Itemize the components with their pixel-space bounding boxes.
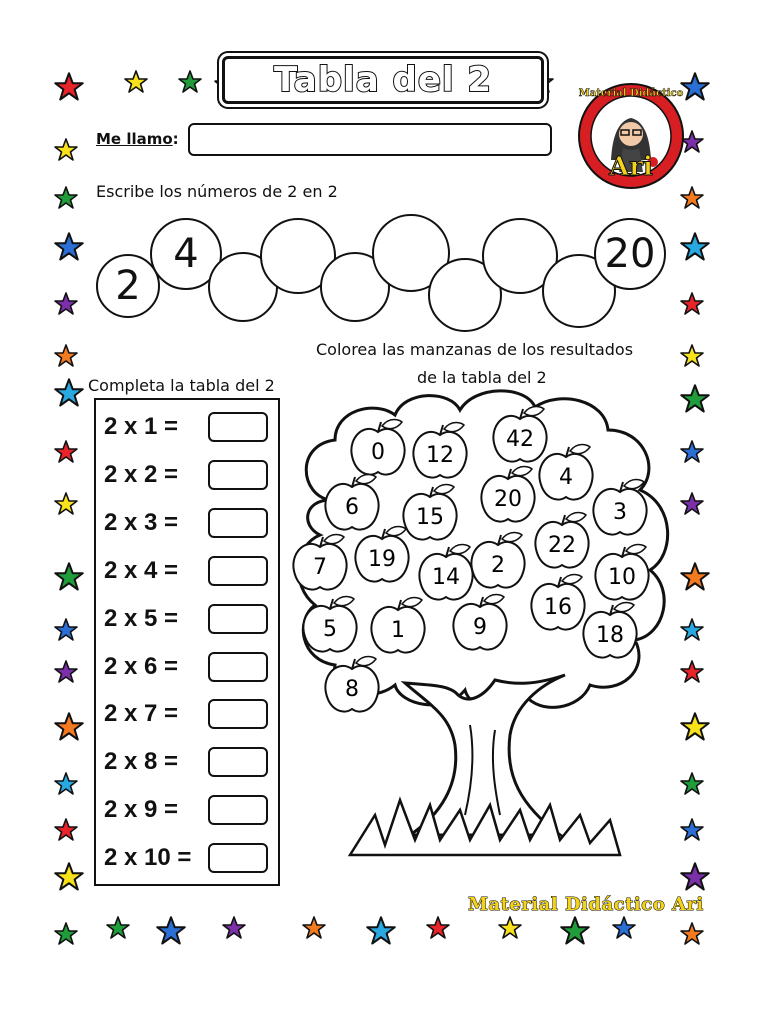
apple-number: 14 (432, 565, 460, 590)
star-icon (178, 70, 202, 94)
apple-number: 4 (559, 465, 573, 490)
count-instruction: Escribe los números de 2 en 2 (96, 182, 338, 201)
star-icon (680, 712, 710, 742)
star-icon (680, 292, 704, 316)
star-icon (54, 712, 84, 742)
apple-number: 9 (473, 615, 487, 640)
equation-label: 2 x 1 = (104, 413, 179, 440)
apple-number: 18 (596, 623, 624, 648)
star-icon (156, 916, 186, 946)
star-icon (54, 138, 78, 162)
answer-box[interactable] (208, 843, 268, 873)
star-icon (426, 916, 450, 940)
star-icon (54, 378, 84, 408)
apple-number: 1 (391, 618, 405, 643)
count-bubble-filled: 2 (96, 254, 160, 318)
apple-number: 2 (491, 553, 505, 578)
equation-row (104, 458, 274, 492)
star-icon (680, 922, 704, 946)
star-icon (680, 344, 704, 368)
answer-box[interactable] (208, 460, 268, 490)
star-icon (302, 916, 326, 940)
color-instruction-line1: Colorea las manzanas de los resultados (316, 340, 634, 359)
equation-label: 2 x 10 = (104, 844, 192, 871)
star-icon (560, 916, 590, 946)
star-icon (680, 772, 704, 796)
star-icon (680, 618, 704, 642)
star-icon (54, 862, 84, 892)
apple-number: 12 (426, 443, 454, 468)
apple-number: 22 (548, 533, 576, 558)
star-icon (680, 440, 704, 464)
equation-row (104, 506, 274, 540)
equation-label: 2 x 5 = (104, 605, 179, 632)
count-bubble-filled: 20 (594, 218, 666, 290)
answer-box[interactable] (208, 556, 268, 586)
equation-row (104, 554, 274, 588)
logo-text-name: Ari (609, 152, 653, 182)
star-icon (54, 232, 84, 262)
star-icon (106, 916, 130, 940)
equation-row (104, 602, 274, 636)
star-icon (54, 660, 78, 684)
answer-box[interactable] (208, 604, 268, 634)
apple-number: 8 (345, 677, 359, 702)
star-icon (124, 70, 148, 94)
name-field[interactable] (188, 123, 552, 156)
equation-row (104, 650, 274, 684)
equation-label: 2 x 4 = (104, 557, 179, 584)
star-icon (54, 922, 78, 946)
equation-row (104, 841, 274, 875)
page-title: Tabla del 2 (273, 60, 493, 100)
apple-number: 42 (506, 427, 534, 452)
equation-label: 2 x 6 = (104, 653, 179, 680)
equation-row (104, 745, 274, 779)
logo-text-top: Material Didáctico (578, 88, 684, 99)
star-icon (54, 772, 78, 796)
apple-tree (290, 385, 680, 885)
star-icon (54, 72, 84, 102)
star-icon (680, 862, 710, 892)
star-icon (680, 660, 704, 684)
answer-box[interactable] (208, 508, 268, 538)
apple-number: 3 (613, 500, 627, 525)
name-label: Me llamo: (96, 130, 179, 148)
apple-number: 16 (544, 595, 572, 620)
logo-badge (563, 82, 699, 190)
equation-label: 2 x 8 = (104, 748, 179, 775)
apple-number: 19 (368, 547, 396, 572)
apple-number: 0 (371, 440, 385, 465)
star-icon (680, 492, 704, 516)
apple-number: 10 (608, 565, 636, 590)
apple-number: 20 (494, 487, 522, 512)
equation-label: 2 x 3 = (104, 509, 179, 536)
color-instruction-line2: de la tabla del 2 (417, 368, 547, 387)
star-icon (54, 292, 78, 316)
star-icon (54, 440, 78, 464)
star-icon (54, 344, 78, 368)
star-icon (54, 618, 78, 642)
star-icon (222, 916, 246, 940)
answer-box[interactable] (208, 747, 268, 777)
equation-row (104, 697, 274, 731)
equation-label: 2 x 2 = (104, 461, 179, 488)
star-icon (612, 916, 636, 940)
footer-brand: Material Didáctico Ari (468, 894, 704, 915)
star-icon (680, 384, 710, 414)
count-bubble-filled: 4 (150, 218, 222, 290)
star-icon (54, 562, 84, 592)
star-icon (54, 818, 78, 842)
equation-label: 2 x 7 = (104, 700, 179, 727)
star-icon (54, 492, 78, 516)
table-instruction: Completa la tabla del 2 (88, 376, 275, 395)
title-banner (222, 56, 544, 104)
answer-box[interactable] (208, 699, 268, 729)
star-icon (54, 186, 78, 210)
apple-number: 15 (416, 505, 444, 530)
star-icon (680, 232, 710, 262)
star-icon (498, 916, 522, 940)
answer-box[interactable] (208, 652, 268, 682)
star-icon (680, 562, 710, 592)
star-icon (680, 818, 704, 842)
equation-row (104, 793, 274, 827)
apple-number: 5 (323, 617, 337, 642)
equation-label: 2 x 9 = (104, 796, 179, 823)
answer-box[interactable] (208, 795, 268, 825)
star-icon (366, 916, 396, 946)
apple-number: 6 (345, 495, 359, 520)
answer-box[interactable] (208, 412, 268, 442)
equation-row (104, 410, 274, 444)
apple-number: 7 (313, 555, 327, 580)
